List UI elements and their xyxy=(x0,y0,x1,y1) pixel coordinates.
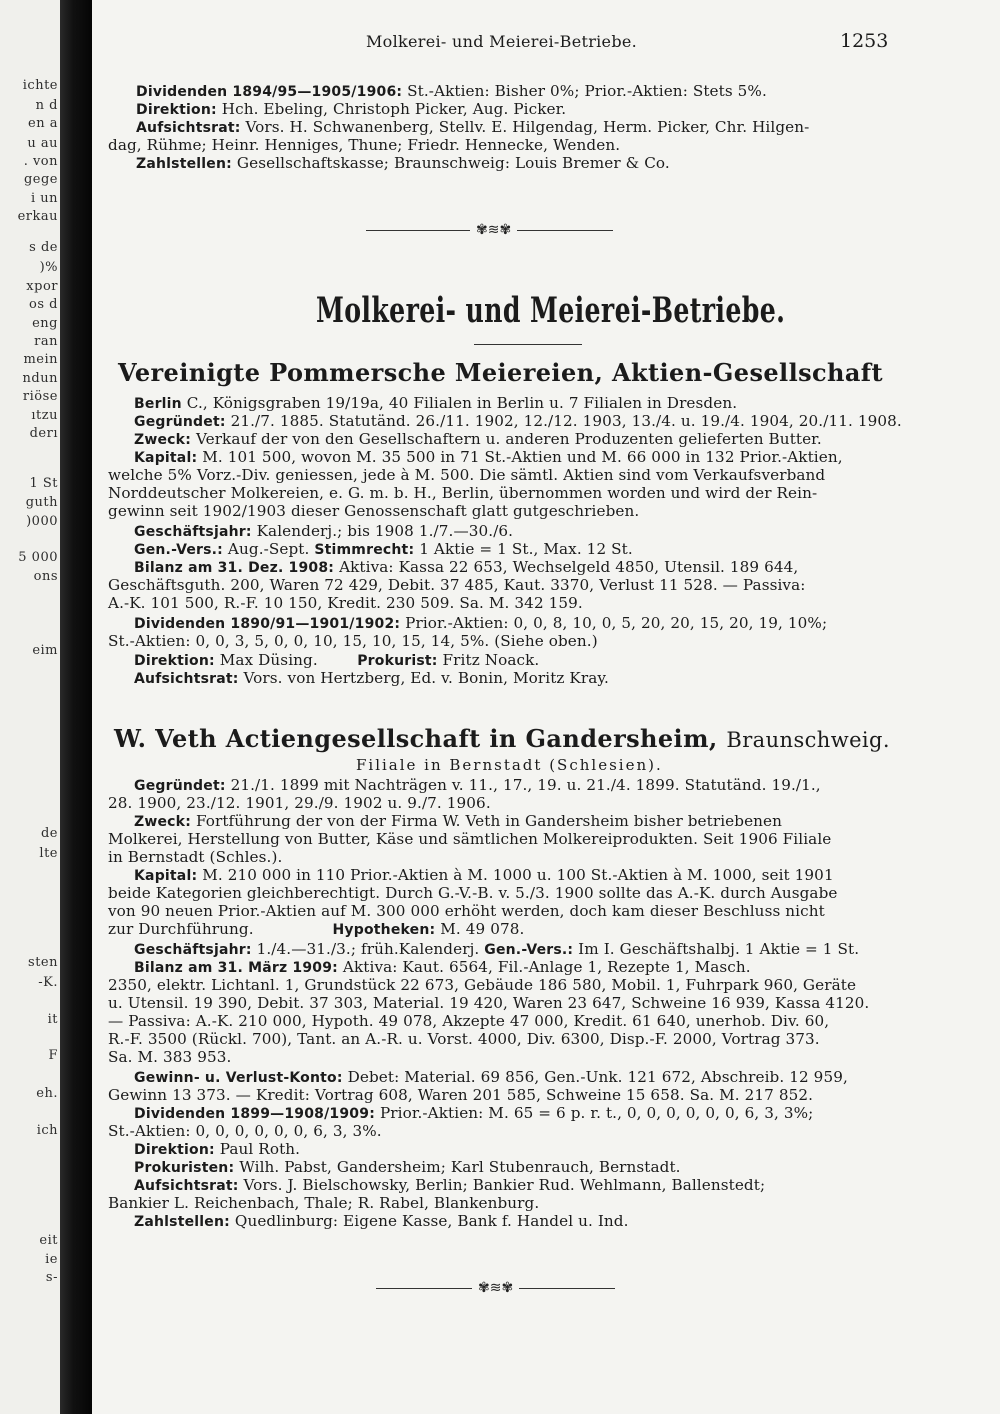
zweck-label: Zweck: xyxy=(134,432,191,448)
entry-line: Geschäftsguth. 200, Waren 72 429, Debit. 37 485, Kaut. 3370, Verlust 11 528. — Passiva: xyxy=(108,576,806,594)
prev-page-fragment: ie xyxy=(45,1252,58,1267)
sitz-label: Berlin xyxy=(134,396,182,412)
ornament-divider xyxy=(366,222,613,238)
stimmrecht-label: Stimmrecht: xyxy=(314,542,415,558)
prev-page-fragment: mein xyxy=(23,352,58,367)
entry-line: Kapital: M. 210 000 in 110 Prior.-Aktien à M. 1000 u. 100 St.-Aktien à M. 1000, seit 1901 xyxy=(134,866,834,884)
entry-line: 2350, elektr. Lichtanl. 1, Grundstück 22 673, Gebäude 186 580, Mobil. 1, Fuhrpark 960, Geräte xyxy=(108,976,857,994)
prev-page-fragment: ich xyxy=(36,1123,58,1138)
entry-line: Norddeutscher Molkereien, e. G. m. b. H., Berlin, übernommen worden und wird der Rein- xyxy=(108,484,818,502)
entry-line: Gewinn 13 373. — Kredit: Vortrag 608, Waren 201 585, Schweine 15 658. Sa. M. 217 852. xyxy=(108,1086,814,1104)
entry-line: Gegründet: 21./1. 1899 mit Nachträgen v. 11., 17., 19. u. 21./4. 1899. Statutänd. 19./1., xyxy=(134,776,821,794)
prev-page-fragment: ran xyxy=(34,334,58,349)
gegruendet-label: Gegründet: xyxy=(134,778,226,794)
entry-line: beide Kategorien gleichberechtigt. Durch G.-V.-B. v. 5./3. 1900 sollte das A.-K. durch Ausgabe xyxy=(108,884,838,902)
direktion-label: Direktion: xyxy=(136,102,217,118)
prev-page-fragment: sten xyxy=(28,955,58,970)
prokurist-label: Prokurist: xyxy=(357,653,438,669)
entry-line: Dividenden 1894/95—1905/1906: St.-Aktien: Bisher 0%; Prior.-Aktien: Stets 5%. xyxy=(136,82,767,100)
prev-page-fragment: 5 000 xyxy=(18,550,58,565)
entry-line: Zweck: Fortführung der von der Firma W. Veth in Gandersheim bisher betriebenen xyxy=(134,812,783,830)
entry-line: Dividenden 1890/91—1901/1902: Prior.-Aktien: 0, 0, 8, 10, 0, 5, 20, 20, 15, 20, 19, 10%; xyxy=(134,614,828,632)
zahlstellen-label: Zahlstellen: xyxy=(136,156,232,172)
prev-page-fragment: F xyxy=(48,1048,58,1063)
running-head-title: Molkerei- und Meierei-Betriebe. xyxy=(366,32,638,51)
prev-page-fragment: de xyxy=(40,826,58,841)
prev-page-fragment: ndun xyxy=(22,371,58,386)
prev-page-fragment: i un xyxy=(30,191,58,206)
company-title: Vereinigte Pommersche Meiereien, Aktien-Gesellschaft xyxy=(118,358,884,387)
prev-page-fragment: s de xyxy=(29,240,58,255)
entry-line: Molkerei, Herstellung von Butter, Käse und sämtlichen Molkereiprodukten. Seit 1906 Filiale xyxy=(108,830,832,848)
entry-line: R.-F. 3500 (Rückl. 700), Tant. an A.-R. u. Vorst. 4000, Div. 6300, Disp.-F. 2000, Vortrag 373. xyxy=(108,1030,820,1048)
prev-page-fragment: gege xyxy=(23,172,58,187)
ornament-divider xyxy=(376,1280,615,1296)
title-rule xyxy=(474,344,582,345)
prev-page-fragment: en a xyxy=(28,116,58,131)
prev-page-fragment: 1 St xyxy=(29,476,58,491)
entry-line: Aufsichtsrat: Vors. von Hertzberg, Ed. v. Bonin, Moritz Kray. xyxy=(134,669,609,687)
prev-page-fragment: u au xyxy=(27,136,58,151)
prev-page-fragment: eh. xyxy=(36,1086,58,1101)
entry-line: Prokuristen: Wilh. Pabst, Gandersheim; Karl Stubenrauch, Bernstadt. xyxy=(134,1158,681,1176)
kapital-label: Kapital: xyxy=(134,450,198,466)
entry-line: in Bernstadt (Schles.). xyxy=(108,848,283,866)
entry-line: Bankier L. Reichenbach, Thale; R. Rabel, Blankenburg. xyxy=(108,1194,540,1212)
entry-line: Direktion: Paul Roth. xyxy=(134,1140,301,1158)
company-title: W. Veth Actiengesellschaft in Gandersheim, Braunschweig. xyxy=(114,724,890,753)
entry-line: von 90 neuen Prior.-Aktien auf M. 300 000 erhöht werden, doch kam dieser Beschluss nicht xyxy=(108,902,825,920)
prev-page-fragment: ichte xyxy=(22,78,58,93)
prev-page-fragment: n d xyxy=(35,98,58,113)
dividenden-label: Dividenden 1890/91—1901/1902: xyxy=(134,616,401,632)
flourish-icon: ✾≋✾ xyxy=(476,222,512,238)
dividenden-label: Dividenden 1894/95—1905/1906: xyxy=(136,84,403,100)
prev-page-fragment: ıtzu xyxy=(31,408,58,423)
prev-page-fragment: guth xyxy=(25,495,58,510)
entry-line: Gegründet: 21./7. 1885. Statutänd. 26./11. 1902, 12./12. 1903, 13./4. u. 19./4. 1904, 20./11. 1908. xyxy=(134,412,902,430)
entry-line: Bilanz am 31. Dez. 1908: Aktiva: Kassa 22 653, Wechselgeld 4850, Utensil. 189 644, xyxy=(134,558,799,576)
previous-page-margin xyxy=(0,0,60,1414)
entry-line: Dividenden 1899—1908/1909: Prior.-Aktien: M. 65 = 6 p. r. t., 0, 0, 0, 0, 0, 0, 6, 3, 3%; xyxy=(134,1104,814,1122)
entry-line: Aufsichtsrat: Vors. H. Schwanenberg, Stellv. E. Hilgendag, Herm. Picker, Chr. Hilgen- xyxy=(136,118,810,136)
entry-line: Berlin C., Königsgraben 19/19a, 40 Filialen in Berlin u. 7 Filialen in Dresden. xyxy=(134,394,738,412)
entry-line: Zahlstellen: Quedlinburg: Eigene Kasse, Bank f. Handel u. Ind. xyxy=(134,1212,629,1230)
prev-page-fragment: lte xyxy=(39,846,58,861)
flourish-icon: ✾≋✾ xyxy=(478,1280,514,1296)
entry-line: Bilanz am 31. März 1909: Aktiva: Kaut. 6564, Fil.-Anlage 1, Rezepte 1, Masch. xyxy=(134,958,751,976)
entry-line: Gewinn- u. Verlust-Konto: Debet: Material. 69 856, Gen.-Unk. 121 672, Abschreib. 12 959, xyxy=(134,1068,848,1086)
entry-line: Gen.-Vers.: Aug.-Sept. Stimmrecht: 1 Aktie = 1 St., Max. 12 St. xyxy=(134,540,633,558)
prokuristen-label: Prokuristen: xyxy=(134,1160,235,1176)
entry-line: St.-Aktien: 0, 0, 0, 0, 0, 0, 6, 3, 3%. xyxy=(108,1122,382,1140)
prev-page-fragment: erkau xyxy=(17,209,58,224)
aufsichtsrat-label: Aufsichtsrat: xyxy=(136,120,241,136)
entry-line: Geschäftsjahr: 1./4.—31./3.; früh.Kalenderj. Gen.-Vers.: Im I. Geschäftshalbj. 1 Aktie = 1 St. xyxy=(134,940,860,958)
entry-line: gewinn seit 1902/1903 dieser Genossenschaft glatt gutgeschrieben. xyxy=(108,502,640,520)
zahlstellen-label: Zahlstellen: xyxy=(134,1214,230,1230)
entry-line: dag, Rühme; Heinr. Henniges, Thune; Friedr. Hennecke, Wenden. xyxy=(108,136,621,154)
genvers-label: Gen.-Vers.: xyxy=(484,942,574,958)
prev-page-fragment: s- xyxy=(45,1270,58,1285)
bilanz-label: Bilanz am 31. März 1909: xyxy=(134,960,338,976)
document-page xyxy=(100,0,1000,1414)
entry-line: welche 5% Vorz.-Div. geniessen, jede à M. 500. Die sämtl. Aktien sind vom Verkaufsverband xyxy=(108,466,826,484)
direktion-label: Direktion: xyxy=(134,1142,215,1158)
company-place: Braunschweig. xyxy=(726,728,890,752)
aufsichtsrat-label: Aufsichtsrat: xyxy=(134,1178,239,1194)
entry-line: Geschäftsjahr: Kalenderj.; bis 1908 1./7.—30./6. xyxy=(134,522,514,540)
entry-line: zur Durchführung. Hypotheken: M. 49 078. xyxy=(108,920,525,938)
entry-line: Zweck: Verkauf der von den Gesellschaftern u. anderen Produzenten gelieferten Butter. xyxy=(134,430,822,448)
entry-line: Zahlstellen: Gesellschaftskasse; Braunschweig: Louis Bremer & Co. xyxy=(136,154,670,172)
entry-line: Direktion: Hch. Ebeling, Christoph Picker, Aug. Picker. xyxy=(136,100,567,118)
prev-page-fragment: )000 xyxy=(26,514,58,529)
prev-page-fragment: os d xyxy=(29,297,58,312)
prev-page-fragment: riöse xyxy=(22,389,58,404)
prev-page-fragment: -K. xyxy=(38,975,58,990)
prev-page-fragment: eng xyxy=(32,316,58,331)
prev-page-fragment: derı xyxy=(29,426,58,441)
prev-page-fragment: . von xyxy=(23,154,58,169)
geschaeftsjahr-label: Geschäftsjahr: xyxy=(134,942,252,958)
entry-line: Aufsichtsrat: Vors. J. Bielschowsky, Berlin; Bankier Rud. Wehlmann, Ballenstedt; xyxy=(134,1176,766,1194)
prev-page-fragment: )% xyxy=(39,260,58,275)
hypotheken-label: Hypotheken: xyxy=(332,922,436,938)
direktion-label: Direktion: xyxy=(134,653,215,669)
bilanz-label: Bilanz am 31. Dez. 1908: xyxy=(134,560,335,576)
prev-page-fragment: eit xyxy=(39,1233,58,1248)
entry-line: u. Utensil. 19 390, Debit. 37 303, Material. 19 420, Waren 23 647, Schweine 16 939, Kassa 4120. xyxy=(108,994,870,1012)
company-subtitle: Filiale in Bernstadt (Schlesien). xyxy=(356,756,663,774)
book-spine-shadow xyxy=(60,0,92,1414)
entry-line: 28. 1900, 23./12. 1901, 29./9. 1902 u. 9./7. 1906. xyxy=(108,794,491,812)
entry-line: Sa. M. 383 953. xyxy=(108,1048,232,1066)
entry-line: St.-Aktien: 0, 0, 3, 5, 0, 0, 10, 15, 10, 15, 14, 5%. (Siehe oben.) xyxy=(108,632,598,650)
entry-line: — Passiva: A.-K. 210 000, Hypoth. 49 078, Akzepte 47 000, Kredit. 61 640, unerhob. Div. 60, xyxy=(108,1012,830,1030)
geschaeftsjahr-label: Geschäftsjahr: xyxy=(134,524,252,540)
gegruendet-label: Gegründet: xyxy=(134,414,226,430)
entry-line: Kapital: M. 101 500, wovon M. 35 500 in 71 St.-Aktien und M. 66 000 in 132 Prior.-Aktien, xyxy=(134,448,843,466)
entry-line: Direktion: Max Düsing. Prokurist: Fritz Noack. xyxy=(134,651,540,669)
genvers-label: Gen.-Vers.: xyxy=(134,542,223,558)
prev-page-fragment: it xyxy=(47,1012,58,1027)
aufsichtsrat-label: Aufsichtsrat: xyxy=(134,671,239,687)
dividenden-label: Dividenden 1899—1908/1909: xyxy=(134,1106,375,1122)
entry-line: A.-K. 101 500, R.-F. 10 150, Kredit. 230 509. Sa. M. 342 159. xyxy=(108,594,583,612)
page-number: 1253 xyxy=(840,30,889,52)
prev-page-fragment: eim xyxy=(32,643,58,658)
guv-label: Gewinn- u. Verlust-Konto: xyxy=(134,1070,343,1086)
prev-page-fragment: ons xyxy=(33,569,58,584)
prev-page-fragment: xpor xyxy=(26,279,58,294)
kapital-label: Kapital: xyxy=(134,868,198,884)
section-title: Molkerei- und Meierei-Betriebe. xyxy=(316,290,786,331)
zweck-label: Zweck: xyxy=(134,814,191,830)
